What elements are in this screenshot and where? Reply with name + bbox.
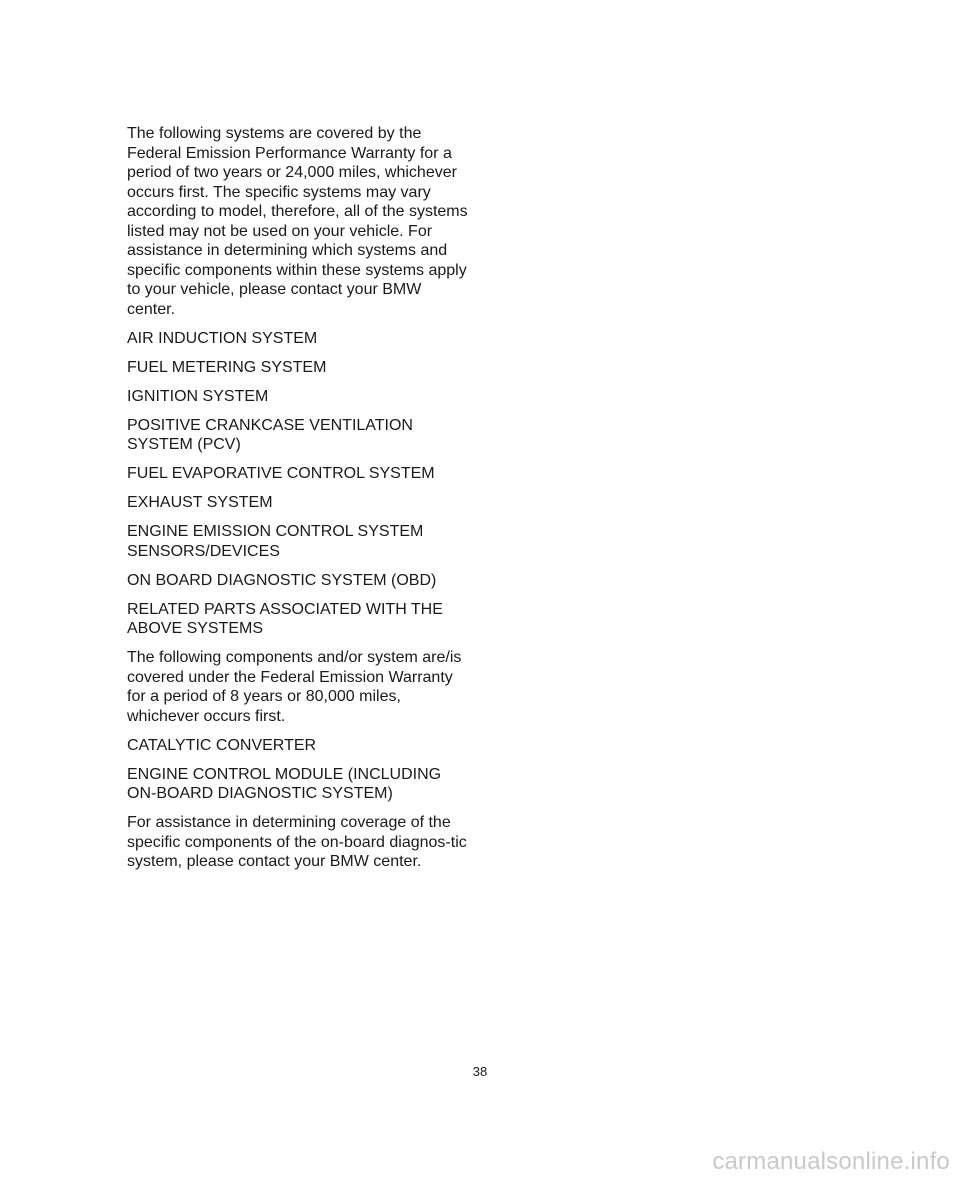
warranty-text-column bbox=[127, 124, 472, 881]
system-item: POSITIVE CRANKCASE VENTILATION SYSTEM (PCV) bbox=[127, 416, 413, 453]
system-item: RELATED PARTS ASSOCIATED WITH THE ABOVE SYSTEMS bbox=[127, 600, 443, 637]
long-term-item: ENGINE CONTROL MODULE (INCLUDING ON-BOARD DIAGNOSTIC SYSTEM) bbox=[127, 765, 442, 802]
system-item: ON BOARD DIAGNOSTIC SYSTEM (OBD) bbox=[127, 571, 437, 589]
page-number: 38 bbox=[472, 1064, 488, 1079]
system-item: AIR INDUCTION SYSTEM bbox=[127, 329, 318, 347]
long-term-intro-paragraph: The following components and/or system are/is covered under the Federal Emission Warranty for a period of 8 years or 80,000 miles, whichever occurs first. bbox=[127, 649, 462, 725]
system-item: FUEL METERING SYSTEM bbox=[127, 358, 327, 376]
system-item: FUEL EVAPORATIVE CONTROL SYSTEM bbox=[127, 465, 435, 482]
long-term-item: CATALYTIC CONVERTER bbox=[127, 736, 317, 754]
watermark: carmanualsonline.info bbox=[712, 1148, 950, 1175]
system-item: IGNITION SYSTEM bbox=[127, 387, 269, 405]
closing-paragraph: For assistance in determining coverage of the specific components of the on-board diagnos-tic system, please contact your BMW center. bbox=[127, 814, 467, 870]
system-item: ENGINE EMISSION CONTROL SYSTEM SENSORS/DEVICES bbox=[127, 523, 424, 560]
system-item: EXHAUST SYSTEM bbox=[127, 494, 273, 511]
intro-paragraph: The following systems are covered by the Federal Emission Performance Warranty for a period of two years or 24,000 miles, whichever occurs first. The specific systems may vary according to model, therefore, all of the systems listed may not be used on your vehicle. For assistance in determining which systems and specific components within these systems apply to your vehicle, please contact your BMW center. bbox=[127, 125, 468, 318]
